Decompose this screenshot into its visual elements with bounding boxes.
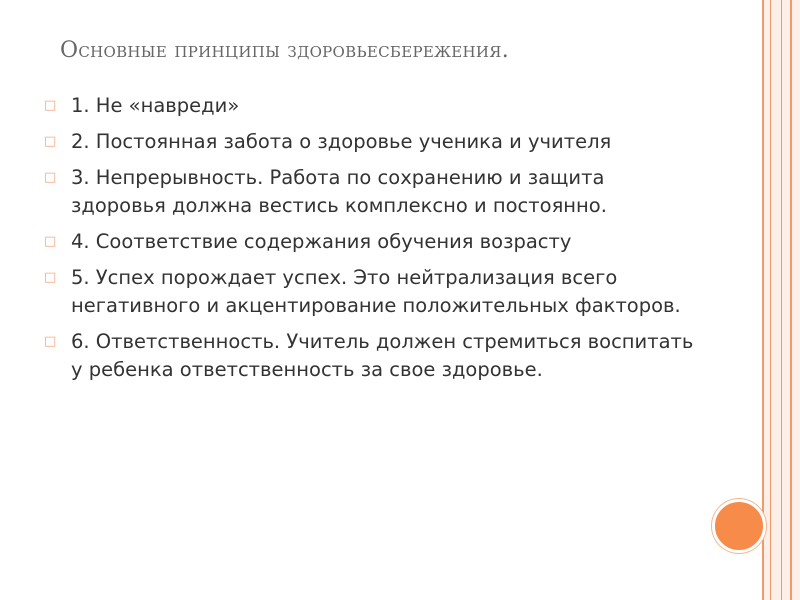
bullet-item <box>44 228 704 256</box>
square-bullet-icon: □ <box>44 98 57 113</box>
square-bullet-icon: □ <box>44 334 57 349</box>
side-stripe <box>770 0 771 600</box>
square-bullet-icon: □ <box>44 234 57 249</box>
bullet-item <box>44 92 704 120</box>
bullet-item <box>44 128 704 156</box>
bullet-item <box>44 264 704 320</box>
square-bullet-icon: □ <box>44 270 57 285</box>
bullet-text: 4. Соответствие содержания обучения возрасту <box>71 230 572 253</box>
bullet-text: 6. Ответственность. Учитель должен стремиться воспитать у ребенка ответственность за свое здоровье. <box>71 330 694 381</box>
bullet-text: 2. Постоянная забота о здоровье ученика и учителя <box>71 130 612 153</box>
decorative-circle <box>712 499 766 553</box>
side-stripe <box>781 0 782 600</box>
side-stripe <box>790 0 792 600</box>
slide-title: Основные принципы здоровьесбережения. <box>60 38 509 63</box>
bullet-text: 1. Не «навреди» <box>71 94 240 117</box>
bullet-list <box>44 92 704 392</box>
square-bullet-icon: □ <box>44 170 57 185</box>
bullet-item <box>44 328 704 384</box>
side-stripe <box>762 0 764 600</box>
bullet-item <box>44 164 704 220</box>
square-bullet-icon: □ <box>44 134 57 149</box>
bullet-text: 3. Непрерывность. Работа по сохранению и защита здоровья должна вестись комплексно и постоянно. <box>71 166 607 217</box>
bullet-text: 5. Успех порождает успех. Это нейтрализация всего негативного и акцентирование положительных факторов. <box>71 266 681 317</box>
